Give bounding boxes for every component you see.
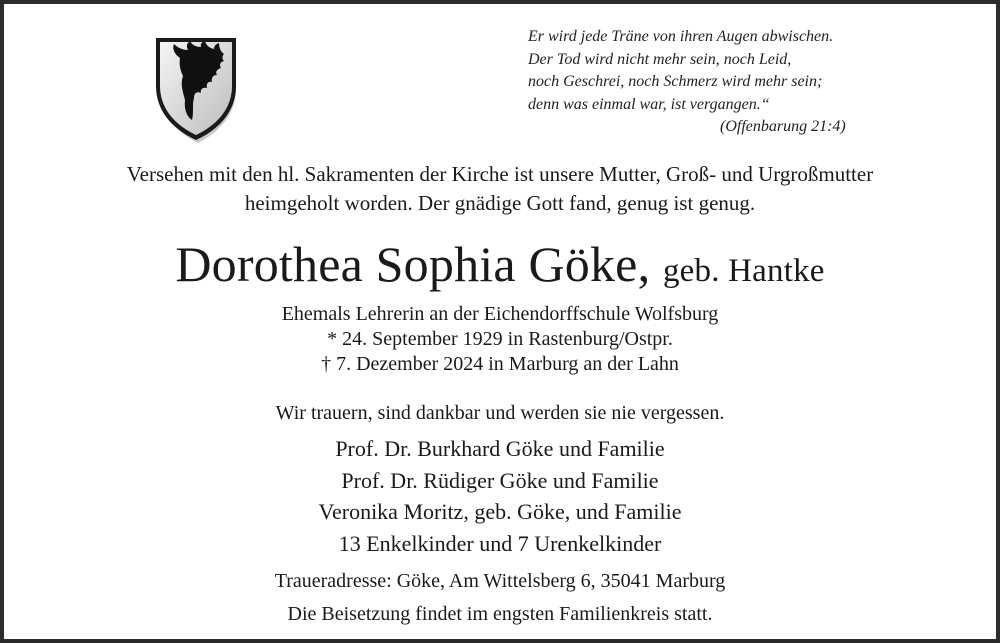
occupation: Ehemals Lehrerin an der Eichendorffschule Wolfsburg bbox=[281, 303, 719, 325]
mourner-entry: Prof. Dr. Burkhard Göke und Familie bbox=[335, 436, 665, 461]
quote-line: Er wird jede Träne von ihren Augen abwischen. bbox=[528, 28, 834, 45]
birth-date: * 24. September 1929 in Rastenburg/Ostpr. bbox=[327, 328, 673, 350]
burial-note: Die Beisetzung findet im engsten Familienkreis statt. bbox=[287, 603, 713, 625]
quote-line: denn was einmal war, ist vergangen.“ bbox=[528, 95, 770, 113]
mourning-address: Traueradresse: Göke, Am Wittelsberg 6, 35041 Marburg bbox=[274, 570, 726, 592]
intro-text bbox=[4, 160, 996, 218]
mourner-entry: 13 Enkelkinder und 7 Urenkelkinder bbox=[338, 530, 662, 556]
eagle-wing-shield-icon bbox=[150, 32, 242, 144]
deceased-details bbox=[4, 302, 996, 377]
mourners-list bbox=[4, 433, 996, 559]
mourner-entry: Veronika Moritz, geb. Göke, und Familie bbox=[318, 499, 682, 524]
quote-line: noch Geschrei, noch Schmerz wird mehr sein; bbox=[528, 73, 823, 90]
bible-quote bbox=[528, 26, 846, 139]
mourning-text: Wir trauern, sind dankbar und werden sie nie vergessen. bbox=[275, 402, 725, 424]
mourner-entry: Prof. Dr. Rüdiger Göke und Familie bbox=[341, 467, 659, 493]
deceased-name: Dorothea Sophia Göke, bbox=[175, 236, 651, 292]
intro-line: heimgeholt worden. Der gnädige Gott fand, genug ist genug. bbox=[244, 191, 756, 215]
deceased-name-heading bbox=[4, 236, 996, 299]
birth-name: geb. Hantke bbox=[662, 253, 825, 289]
intro-line: Versehen mit den hl. Sakramenten der Kirche ist unsere Mutter, Groß- und Urgroßmutter bbox=[126, 162, 874, 186]
quote-line: Der Tod wird nicht mehr sein, noch Leid, bbox=[528, 50, 792, 68]
death-date: † 7. Dezember 2024 in Marburg an der Lahn bbox=[321, 353, 679, 375]
quote-reference: (Offenbarung 21:4) bbox=[720, 118, 846, 135]
